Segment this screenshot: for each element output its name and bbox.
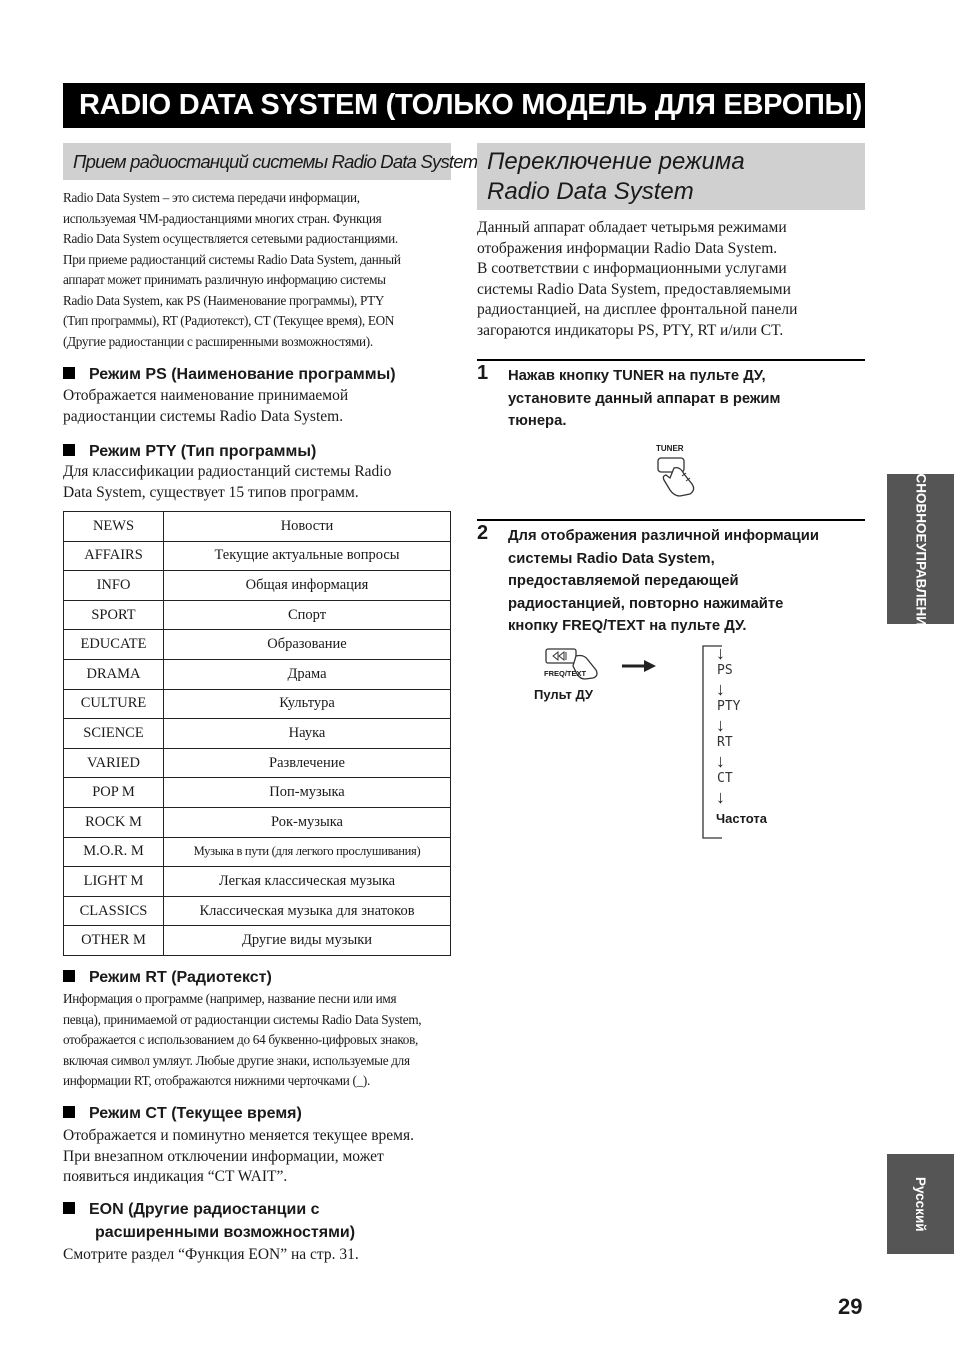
table-row: M.O.R. M Музыка в пути (для легкого прослушивания) <box>64 837 451 867</box>
table-row: EDUCATE Образование <box>64 630 451 660</box>
table-row: SPORT Спорт <box>64 600 451 630</box>
ps-mode-heading: Режим PS (Наименование программы) <box>63 363 458 386</box>
table-row: NEWS Новости <box>64 512 451 542</box>
mode-pty: PTY <box>717 699 741 714</box>
remote-label: Пульт ДУ <box>534 687 593 702</box>
down-arrow-icon: ↓ <box>716 679 725 699</box>
step-number: 2 <box>477 522 489 544</box>
table-row: CULTURE Культура <box>64 689 451 719</box>
table-row: CLASSICS Классическая музыка для знатоков <box>64 896 451 926</box>
table-row: SCIENCE Наука <box>64 719 451 749</box>
mode-frequency: Частота <box>716 811 768 826</box>
freq-text-button-illustration <box>540 646 610 682</box>
bullet-square-icon <box>63 1202 75 1214</box>
bullet-square-icon <box>63 1106 75 1118</box>
side-tab-language: Русский <box>887 1154 954 1254</box>
rt-mode-heading: Режим RT (Радиотекст) <box>63 966 458 989</box>
mode-ct: CT <box>717 771 733 786</box>
bullet-square-icon <box>63 444 75 456</box>
table-row: VARIED Развлечение <box>64 748 451 778</box>
step-number: 1 <box>477 362 489 384</box>
step-divider <box>477 359 865 361</box>
mode-rt: RT <box>717 735 733 750</box>
eon-text: Смотрите раздел “Функция EON” на стр. 31. <box>63 1246 359 1263</box>
ct-mode-heading: Режим CT (Текущее время) <box>63 1102 458 1125</box>
tuner-label: TUNER <box>656 444 684 453</box>
page-number: 29 <box>838 1294 863 1319</box>
intro-paragraph: Radio Data System – это система передачи информации, используемая ЧМ-радиостанциями многих стран. Функция Radio Data System осуществляется сетевыми радиостанциями. При приеме радиостанций системы Radio Data System, данный аппарат может принимать различную информацию системы Radio Data System, как PS (Наименование программы), PTY (Тип программы), RT (Радиотекст), CT (Текущее время), EON (Другие радиостанции с расширенными возможностями). <box>63 190 401 349</box>
page-title: RADIO DATA SYSTEM (ТОЛЬКО МОДЕЛЬ ДЛЯ ЕВРОПЫ) <box>63 83 865 128</box>
pty-mode-text: Для классификации радиостанций системы Radio Data System, существует 15 типов программ. <box>63 463 392 501</box>
ps-mode-text: Отображается наименование принимаемой радиостанции системы Radio Data System. <box>63 387 349 425</box>
right-arrow-icon <box>622 659 658 673</box>
table-row: DRAMA Драма <box>64 659 451 689</box>
right-intro-paragraph: Данный аппарат обладает четырьмя режимами отображения информации Radio Data System. В соответствии с информационными услугами системы Radio Data System, предоставляемыми радиостанцией, на дисплее фронтальной панели загораются индикаторы PS, PTY, RT и/или CT. <box>477 219 798 339</box>
table-row: INFO Общая информация <box>64 571 451 601</box>
step-2-text: Для отображения различной информации системы Radio Data System, предоставляемой передающей радиостанцией, повторно нажимайте кнопку FREQ/TEXT на пульте ДУ. <box>508 528 819 634</box>
freq-text-label: FREQ/TEXT <box>544 669 587 678</box>
ct-mode-text: Отображается и поминутно меняется текущее время. При внезапном отключении информации, может появиться индикация “CT WAIT”. <box>63 1127 414 1185</box>
table-row: ROCK M Рок-музыка <box>64 807 451 837</box>
side-tab-basic-operation: ОСНОВНОЕ УПРАВЛЕНИЕ <box>887 474 954 624</box>
table-row: OTHER M Другие виды музыки <box>64 926 451 956</box>
tuner-button-illustration <box>652 444 712 496</box>
down-arrow-icon: ↓ <box>716 751 725 771</box>
table-row: AFFAIRS Текущие актуальные вопросы <box>64 541 451 571</box>
eon-heading: EON (Другие радиостанции с расширенными возможностями) <box>63 1198 458 1244</box>
hand-press-icon <box>652 454 712 498</box>
bullet-square-icon <box>63 367 75 379</box>
table-row: LIGHT M Легкая классическая музыка <box>64 867 451 897</box>
pty-table <box>63 511 451 956</box>
section-heading-left: Прием радиостанций системы Radio Data System <box>63 143 451 180</box>
step-divider <box>477 519 865 521</box>
mode-ps: PS <box>717 663 733 678</box>
bullet-square-icon <box>63 970 75 982</box>
down-arrow-icon: ↓ <box>716 787 725 807</box>
pty-mode-heading: Режим PTY (Тип программы) <box>63 440 458 463</box>
step-1-text: Нажав кнопку TUNER на пульте ДУ, установите данный аппарат в режим тюнера. <box>508 368 781 429</box>
down-arrow-icon: ↓ <box>716 643 725 663</box>
table-row: POP M Поп-музыка <box>64 778 451 808</box>
section-heading-right: Переключение режима Radio Data System <box>477 143 865 210</box>
down-arrow-icon: ↓ <box>716 715 725 735</box>
rt-mode-text: Информация о программе (например, название песни или имя певца), принимаемой от радиостанции системы Radio Data System, отображается с использованием до 64 буквенно-цифровых знаков, включая символ умляут. Любые другие знаки, используемые для информации RT, отображаются нижними черточками (_). <box>63 991 422 1088</box>
